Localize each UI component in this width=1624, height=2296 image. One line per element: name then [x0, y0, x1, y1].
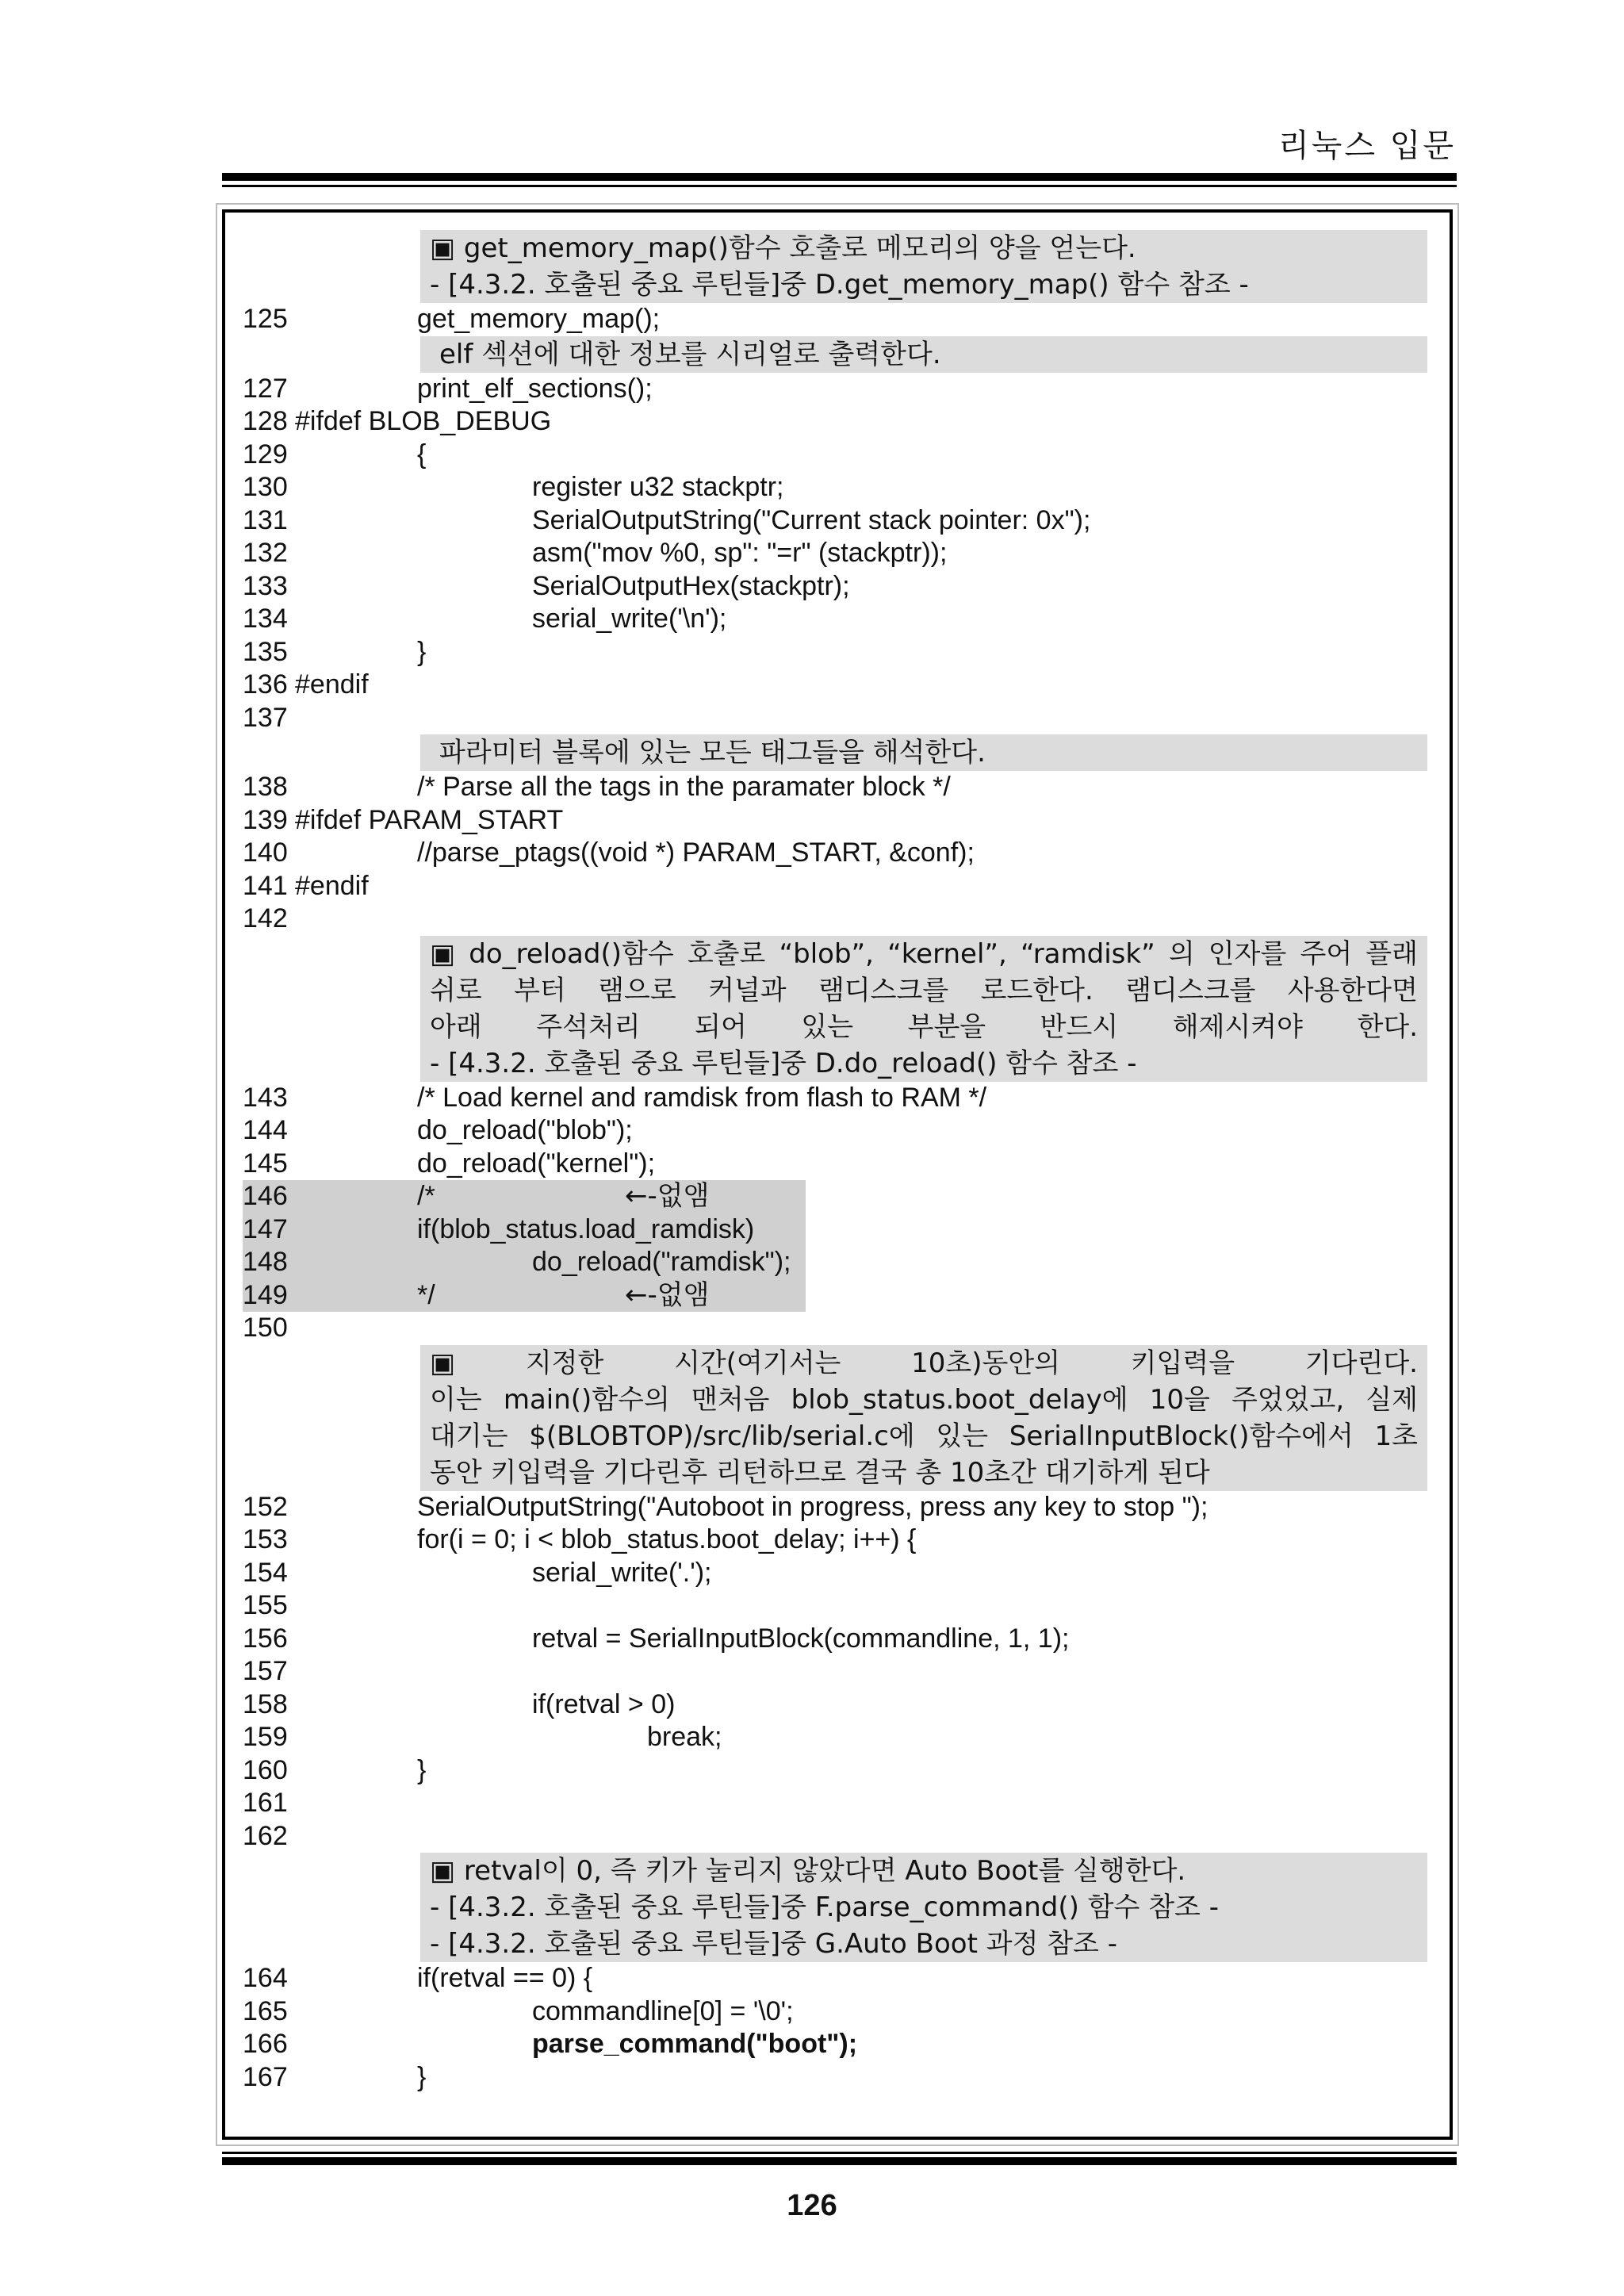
- code-line: [243, 837, 1440, 870]
- line-number: 138: [243, 772, 288, 802]
- running-header-title: 리눅스 입문: [1278, 128, 1456, 164]
- code-text: SerialOutputHex(stackptr);: [532, 570, 850, 601]
- annotation-line: - [4.3.2. 호출된 중요 루틴들]중 F.parse_command() 함수 참조 -: [430, 1892, 1219, 1923]
- line-number: 167: [243, 2061, 288, 2092]
- code-text: do_reload("kernel");: [417, 1148, 656, 1179]
- code-line: [243, 903, 1440, 936]
- line-number: 152: [243, 1491, 288, 1522]
- code-text: SerialOutputString("Autoboot in progress, press any key to stop ");: [417, 1491, 1208, 1522]
- line-number: 154: [243, 1557, 288, 1588]
- code-text: SerialOutputString("Current stack pointer: 0x");: [532, 504, 1091, 535]
- code-text: if(retval > 0): [532, 1688, 676, 1719]
- code-text: #ifdef PARAM_START: [295, 804, 564, 835]
- code-text: //parse_ptags((void *) PARAM_START, &conf);: [417, 838, 975, 868]
- code-line: [243, 1491, 1440, 1524]
- code-line: [243, 804, 1440, 838]
- annotation-note: [420, 1853, 1427, 1962]
- code-listing: [243, 230, 1440, 2094]
- code-line: [243, 1623, 1440, 1656]
- code-text: }: [417, 1754, 427, 1785]
- code-text: do_reload("blob");: [417, 1115, 633, 1145]
- line-number: 144: [243, 1115, 288, 1145]
- line-number: 153: [243, 1524, 288, 1554]
- code-line: [243, 1589, 1440, 1623]
- code-text: register u32 stackptr;: [532, 472, 784, 502]
- line-number: 133: [243, 570, 288, 601]
- code-line: [243, 439, 1440, 472]
- annotation-line: ▣ do_reload()함수 호출로 “blob”, “kernel”, “ramdisk” 의 인자를 주어 플래: [430, 937, 1418, 970]
- code-text: {: [417, 439, 427, 470]
- annotation-line: - [4.3.2. 호출된 중요 루틴들]중 D.get_memory_map() 함수 참조 -: [430, 269, 1249, 301]
- code-line: [243, 1114, 1440, 1148]
- code-line: [243, 603, 1440, 636]
- line-number: 130: [243, 472, 288, 502]
- code-line: [243, 771, 1440, 804]
- code-text: serial_write('\n');: [532, 604, 727, 634]
- line-number: 125: [243, 304, 288, 334]
- code-line: [243, 636, 1440, 669]
- annotation-note: [420, 336, 1427, 373]
- code-line: [243, 1962, 1440, 1995]
- code-text: retval = SerialInputBlock(commandline, 1, 1);: [532, 1623, 1070, 1654]
- line-number: 161: [243, 1788, 288, 1818]
- line-number: 146: [243, 1181, 288, 1211]
- code-text: asm("mov %0, sp": "=r" (stackptr));: [532, 538, 948, 568]
- code-text: if(retval == 0) {: [417, 1963, 593, 1993]
- line-number: 157: [243, 1656, 288, 1686]
- annotation-note: [420, 230, 1427, 303]
- code-text: serial_write('.');: [532, 1557, 712, 1588]
- code-text: break;: [647, 1722, 722, 1752]
- annotation-note: [420, 734, 1427, 771]
- annotation-line: ▣ retval이 0, 즉 키가 눌리지 않았다면 Auto Boot를 실행한다.: [430, 1855, 1186, 1887]
- line-number: 165: [243, 1995, 288, 2026]
- code-text: if(blob_status.load_ramdisk): [417, 1213, 755, 1244]
- code-line: [243, 1787, 1440, 1820]
- code-line: [243, 1312, 1440, 1345]
- line-number: 149: [243, 1279, 288, 1310]
- code-line: [243, 1820, 1440, 1853]
- header-rule-thin: [222, 185, 1457, 187]
- code-line: [243, 870, 1440, 903]
- code-text: }: [417, 2061, 427, 2092]
- line-number: 128: [243, 406, 288, 436]
- code-line: [243, 405, 1440, 439]
- code-text: print_elf_sections();: [417, 373, 653, 404]
- code-text: #endif: [295, 870, 369, 901]
- code-line: [243, 570, 1440, 604]
- line-number: 147: [243, 1213, 288, 1244]
- code-line: [243, 1655, 1440, 1688]
- line-number: 164: [243, 1963, 288, 1993]
- annotation-line: - [4.3.2. 호출된 중요 루틴들]중 G.Auto Boot 과정 참조 -: [430, 1928, 1117, 1960]
- removed-marker: ←-없앰: [625, 1180, 710, 1212]
- line-number: 145: [243, 1148, 288, 1179]
- code-text: parse_command("boot");: [532, 2029, 858, 2059]
- line-number: 160: [243, 1754, 288, 1785]
- annotation-line: ▣ 지정한 시간(여기서는 10초)동안의 키입력을 기다린다.: [430, 1347, 1418, 1379]
- code-text: for(i = 0; i < blob_status.boot_delay; i++) {: [417, 1524, 917, 1554]
- line-number: 127: [243, 373, 288, 404]
- code-line: [243, 1082, 1440, 1115]
- code-line: [243, 2061, 1440, 2095]
- code-text: #ifdef BLOB_DEBUG: [295, 406, 552, 436]
- code-line: [243, 669, 1440, 702]
- code-text: do_reload("ramdisk");: [532, 1247, 791, 1277]
- code-line: [243, 1721, 1440, 1754]
- code-line: [243, 303, 1440, 336]
- line-number: 166: [243, 2029, 288, 2059]
- code-line: [243, 471, 1440, 504]
- line-number: 150: [243, 1313, 288, 1343]
- code-line: [243, 1557, 1440, 1590]
- code-line: [243, 1180, 1440, 1213]
- line-number: 142: [243, 903, 288, 933]
- code-text: /*: [417, 1181, 435, 1211]
- code-text: */: [417, 1279, 435, 1310]
- line-number: 132: [243, 538, 288, 568]
- annotation-line: elf 섹션에 대한 정보를 시리얼로 출력한다.: [439, 338, 941, 370]
- code-line: [243, 1279, 1440, 1313]
- code-line: [243, 702, 1440, 735]
- annotation-line: 아래 주석처리 되어 있는 부분을 반드시 해제시켜야 한다.: [430, 1010, 1418, 1043]
- code-text: get_memory_map();: [417, 304, 661, 334]
- code-line: [243, 1524, 1440, 1557]
- line-number: 136: [243, 669, 288, 700]
- line-number: 131: [243, 504, 288, 535]
- line-number: 135: [243, 636, 288, 667]
- line-number: 134: [243, 604, 288, 634]
- code-line: [243, 1688, 1440, 1722]
- line-number: 141: [243, 870, 288, 901]
- code-text: }: [417, 636, 427, 667]
- annotation-line: 파라미터 블록에 있는 모든 태그들을 해석한다.: [439, 737, 986, 769]
- line-number: 139: [243, 804, 288, 835]
- line-number: 156: [243, 1623, 288, 1654]
- code-line: [243, 1246, 1440, 1279]
- code-line: [243, 1213, 1440, 1247]
- annotation-line: 대기는 $(BLOBTOP)/src/lib/serial.c에 있는 SerialInputBlock()함수에서 1초: [430, 1420, 1418, 1452]
- line-number: 143: [243, 1082, 288, 1113]
- annotation-line: - [4.3.2. 호출된 중요 루틴들]중 D.do_reload() 함수 참조 -: [430, 1047, 1137, 1079]
- code-text: /* Parse all the tags in the paramater block */: [417, 772, 951, 802]
- code-line: [243, 373, 1440, 406]
- footer-rule-thin: [222, 2152, 1457, 2154]
- annotation-line: 쉬로 부터 램으로 커널과 램디스크를 로드한다. 램디스크를 사용한다면: [430, 974, 1418, 1006]
- code-text: #endif: [295, 669, 369, 700]
- code-line: [243, 537, 1440, 570]
- code-text: /* Load kernel and ramdisk from flash to RAM */: [417, 1082, 987, 1113]
- footer-rule-thick: [222, 2157, 1457, 2165]
- line-number: 162: [243, 1820, 288, 1851]
- removed-marker: ←-없앰: [625, 1278, 710, 1311]
- code-text: commandline[0] = '\0';: [532, 1995, 794, 2026]
- line-number: 137: [243, 702, 288, 733]
- annotation-line: ▣ get_memory_map()함수 호출로 메모리의 양을 얻는다.: [430, 232, 1136, 264]
- annotation-note: [420, 1345, 1427, 1491]
- annotation-line: 동안 키입력을 기다린후 리턴하므로 결국 총 10초간 대기하게 된다: [430, 1456, 1210, 1489]
- code-line: [243, 1148, 1440, 1181]
- line-number: 129: [243, 439, 288, 470]
- line-number: 140: [243, 838, 288, 868]
- code-line: [243, 504, 1440, 538]
- page-number: 126: [787, 2189, 837, 2222]
- annotation-note: [420, 936, 1427, 1082]
- code-line: [243, 1995, 1440, 2029]
- header-rule-thick: [222, 173, 1457, 181]
- code-line: [243, 2028, 1440, 2061]
- line-number: 148: [243, 1247, 288, 1277]
- line-number: 159: [243, 1722, 288, 1752]
- line-number: 158: [243, 1688, 288, 1719]
- annotation-line: 이는 main()함수의 맨처음 blob_status.boot_delay에 10을 주었었고, 실제: [430, 1383, 1418, 1416]
- code-line: [243, 1754, 1440, 1788]
- line-number: 155: [243, 1590, 288, 1620]
